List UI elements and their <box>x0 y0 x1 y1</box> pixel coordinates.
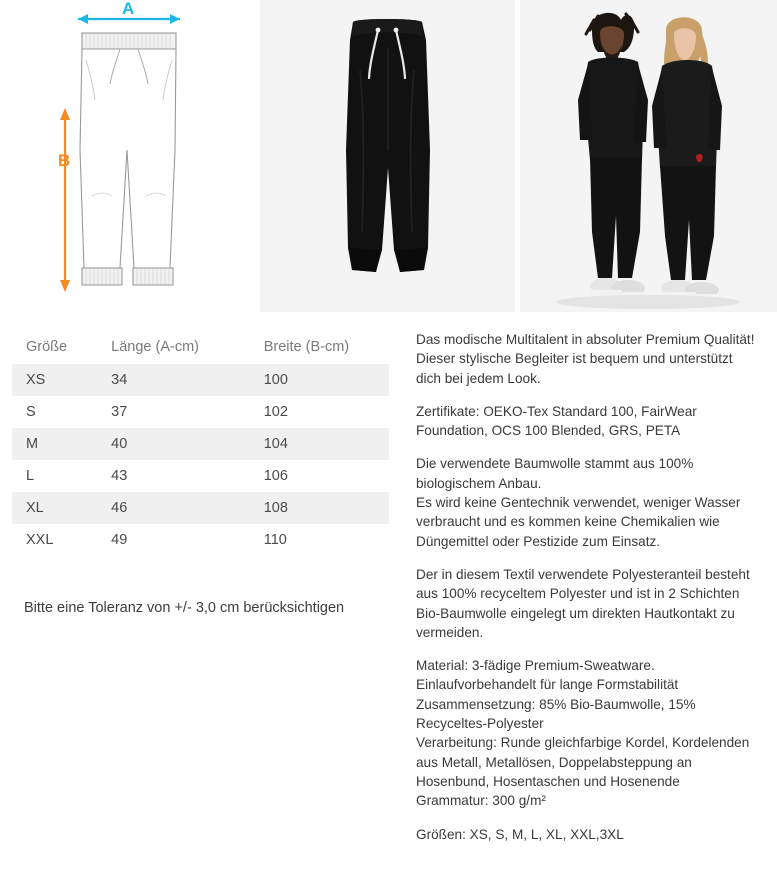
model-photo-image[interactable] <box>520 0 777 312</box>
cell-length: 49 <box>87 524 240 556</box>
cell-size: XL <box>12 492 87 524</box>
description-intro: Das modische Multitalent in absoluter Premium Qualität! Dieser stylische Begleiter ist bequem und unterstützt dich bei jedem Look. <box>416 332 755 386</box>
cell-length: 46 <box>87 492 240 524</box>
cell-length: 40 <box>87 428 240 460</box>
cell-width: 110 <box>240 524 389 556</box>
table-row <box>12 396 389 428</box>
size-table-header-size: Größe <box>12 330 87 364</box>
cell-width: 108 <box>240 492 389 524</box>
cell-width: 102 <box>240 396 389 428</box>
cell-width: 100 <box>240 364 389 396</box>
cell-size: M <box>12 428 87 460</box>
description-material: Material: 3-fädige Premium-Sweatware. Einlaufvorbehandelt für lange Formstabilität <box>416 658 679 693</box>
size-table-column <box>12 330 402 858</box>
label-a: A <box>122 0 135 18</box>
size-table <box>12 330 389 556</box>
description-certificates: Zertifikate: OEKO-Tex Standard 100, FairWear Foundation, OCS 100 Blended, GRS, PETA <box>416 403 697 439</box>
description-sizes: Größen: XS, S, M, L, XL, XXL,3XL <box>416 826 624 842</box>
table-row <box>12 524 389 556</box>
description-cotton-organic: Die verwendete Baumwolle stammt aus 100% biologischem Anbau. <box>416 456 694 491</box>
table-row <box>12 492 389 524</box>
table-row <box>12 364 389 396</box>
cell-size: XS <box>12 364 87 396</box>
description-column <box>416 330 761 858</box>
size-table-header-width: Breite (B-cm) <box>240 330 389 364</box>
cell-width: 104 <box>240 428 389 460</box>
description-cotton-no-gmo: Es wird keine Gentechnik verwendet, weniger Wasser verbraucht und es kommen keine Chemikalien wie Düngemittel oder Pestizide zum Einsatz. <box>416 495 741 549</box>
cell-length: 43 <box>87 460 240 492</box>
product-image-strip <box>0 0 777 312</box>
table-row <box>12 428 389 460</box>
cell-size: S <box>12 396 87 428</box>
label-b: B <box>58 151 71 170</box>
tolerance-note: Bitte eine Toleranz von +/- 3,0 cm berücksichtigen <box>24 600 345 616</box>
description-weight: Grammatur: 300 g/m² <box>416 793 546 809</box>
product-info-section <box>0 312 777 858</box>
cell-size: XXL <box>12 524 87 556</box>
cell-length: 34 <box>87 364 240 396</box>
cell-width: 106 <box>240 460 389 492</box>
size-table-header-length: Länge (A-cm) <box>87 330 240 364</box>
table-row <box>12 460 389 492</box>
description-composition: Zusammensetzung: 85% Bio-Baumwolle, 15% Recyceltes-Polyester <box>416 696 696 732</box>
size-table-header-row <box>12 330 389 364</box>
cell-size: L <box>12 460 87 492</box>
description-polyester: Der in diesem Textil verwendete Polyesteranteil besteht aus 100% recyceltem Polyester und ist in 2 Schichten Bio-Baumwolle eingelegt um direkten Hautkontakt zu vermeiden. <box>416 566 750 640</box>
cell-length: 37 <box>87 396 240 428</box>
description-processing: Verarbeitung: Runde gleichfarbige Kordel, Kordelenden aus Metall, Metallösen, Doppelabsteppung an Hosenbund, Hosentaschen und Hosenende <box>416 735 750 789</box>
product-photo-image[interactable] <box>260 0 515 312</box>
technical-drawing-image[interactable] <box>0 0 255 312</box>
